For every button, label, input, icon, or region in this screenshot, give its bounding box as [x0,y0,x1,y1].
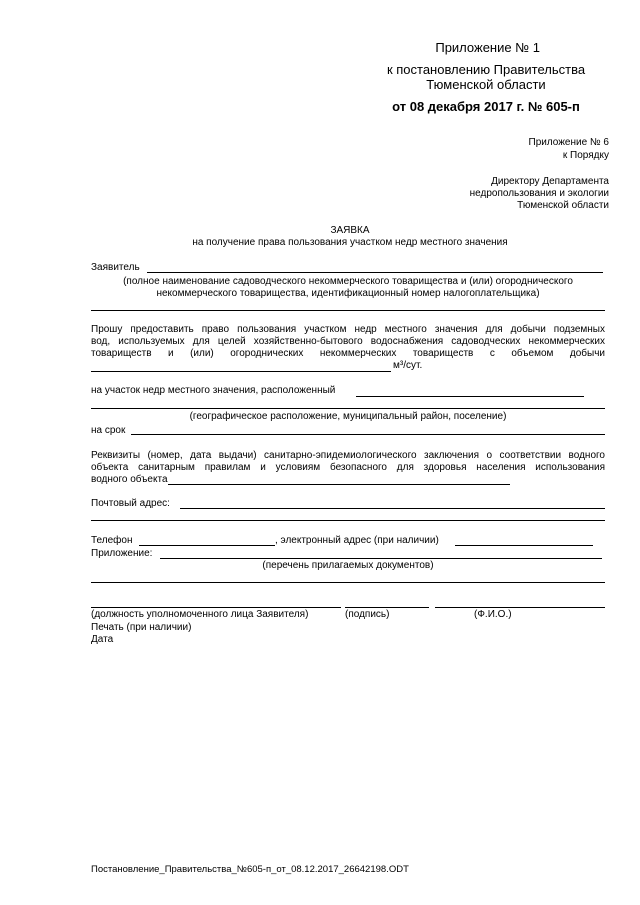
term-label: на срок [91,425,126,436]
sanitary-line-2: объекта санитарным правилам и условиям безопасного для здоровья населения использования [91,462,605,473]
phone-field-line[interactable] [139,545,275,546]
attachment-label: Приложение: [91,548,153,559]
fio-hint: (Ф.И.О.) [474,609,512,620]
form-title: ЗАЯВКА [330,225,370,236]
phone-label: Телефон [91,535,133,546]
position-field-line[interactable] [91,607,341,608]
attachment-hint: (перечень прилагаемых документов) [262,560,434,571]
postal-extra-line[interactable] [91,520,605,521]
term-field-line[interactable] [131,434,605,435]
sanitary-field-line[interactable] [168,484,510,485]
signature-field-line[interactable] [345,607,429,608]
site-extra-line[interactable] [91,408,605,409]
region-label: Тюменской области [426,77,546,92]
fio-field-line[interactable] [435,607,605,608]
addressee-line-1: Директору Департамента [491,176,609,187]
applicant-hint-2: некоммерческого товарищества, идентификационный номер налогоплательщика) [156,288,540,299]
applicant-extra-line[interactable] [91,310,605,311]
sanitary-line-3: водного объекта [91,474,168,485]
request-line-3: товариществ и (или) огороднических некоммерческих товариществ с объемом добычи [91,348,605,359]
volume-unit: м³/сут. [393,360,423,371]
addressee-line-2: недропользования и экологии [469,188,609,199]
appendix-1-label: Приложение № 1 [435,40,540,55]
addressee-line-3: Тюменской области [517,200,609,211]
resolution-date-number: от 08 декабря 2017 г. № 605-п [392,99,580,114]
postal-label: Почтовый адрес: [91,498,170,509]
form-subtitle: на получение права пользования участком недр местного значения [192,237,508,248]
site-label: на участок недр местного значения, расположенный [91,385,336,396]
email-field-line[interactable] [455,545,593,546]
sanitary-line-1: Реквизиты (номер, дата выдачи) санитарно-эпидемиологического заключения о соответствии водного [91,450,605,461]
stamp-label: Печать (при наличии) [91,622,192,633]
document-filename: Постановление_Правительства_№605-п_от_08.12.2017_26642198.ODT [91,864,409,875]
date-label: Дата [91,634,114,645]
applicant-hint-1: (полное наименование садоводческого некоммерческого товарищества и (или) огороднического [123,276,573,287]
applicant-label: Заявитель [91,262,140,273]
signature-hint: (подпись) [345,609,390,620]
site-hint: (географическое расположение, муниципальный район, поселение) [189,411,507,422]
appendix-6-label: Приложение № 6 [528,137,609,148]
request-line-1: Прошу предоставить право пользования участком недр местного значения для добычи подземных [91,324,605,335]
volume-field-line[interactable] [91,371,391,372]
applicant-field-line[interactable] [147,272,603,273]
postal-field-line[interactable] [180,508,605,509]
order-ref: к Порядку [562,150,609,161]
attachment-field-line[interactable] [160,558,602,559]
site-field-line[interactable] [356,396,584,397]
resolution-ref: к постановлению Правительства [386,62,586,77]
attachment-extra-line[interactable] [91,582,605,583]
email-label: , электронный адрес (при наличии) [275,535,439,546]
request-line-2: вод, используемых для целей хозяйственно-бытового водоснабжения садоводческих некоммерческих [91,336,605,347]
position-hint: (должность уполномоченного лица Заявителя) [91,609,309,620]
